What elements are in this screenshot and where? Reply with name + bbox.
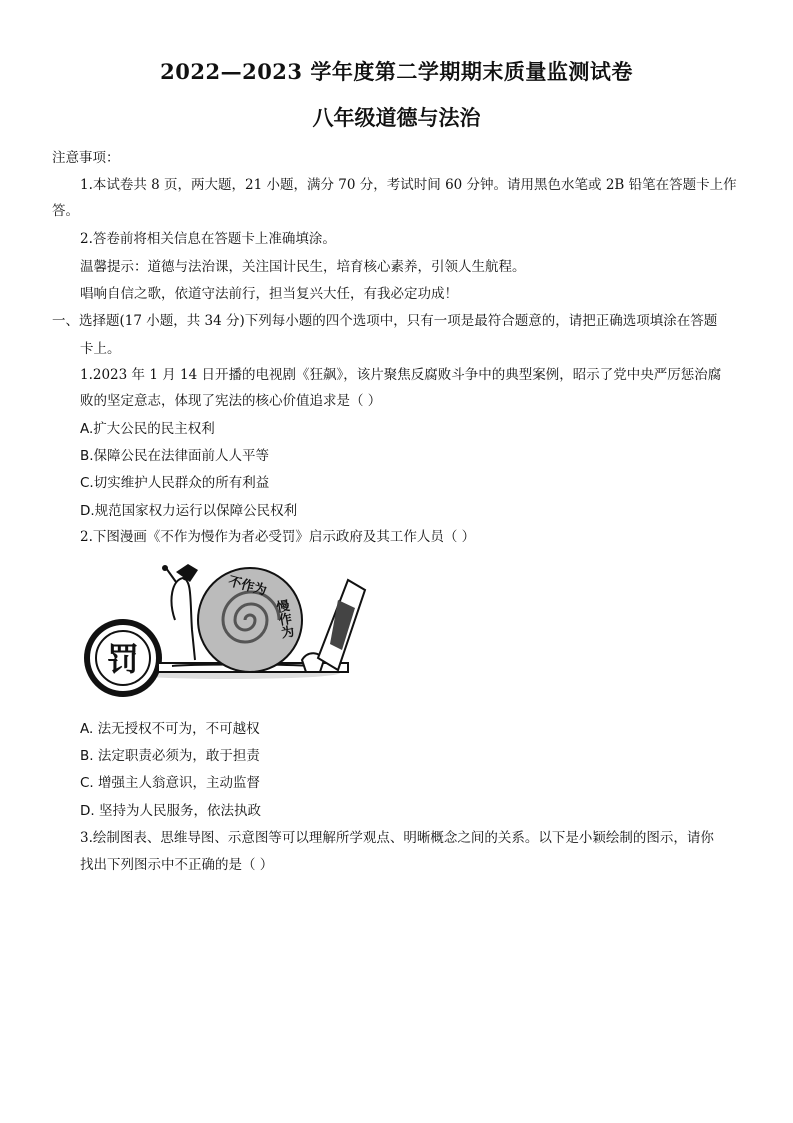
q1-option-d: D.规范国家权力运行以保障公民权利: [80, 503, 298, 519]
q2-option-d: D. 坚持为人民服务，依法执政: [80, 803, 261, 819]
exam-title: 2022—2023 学年度第二学期期末质量监测试卷: [160, 59, 633, 84]
notice-heading: 注意事项：: [52, 150, 120, 166]
notice-item-1-cont: 答。: [52, 203, 79, 219]
q1-stem: 1.2023 年 1 月 14 日开播的电视剧《狂飙》，该片聚焦反腐败斗争中的典型案例，昭示了党中央严厉惩治腐: [80, 367, 722, 383]
q2-option-b: B. 法定职责必须为，敢于担责: [80, 748, 260, 764]
q1-option-c: C.切实维护人民群众的所有利益: [80, 475, 270, 491]
q3-stem-cont: 找出下列图示中不正确的是（ ）: [80, 857, 274, 873]
penalty-sign-text: 罚: [106, 640, 140, 678]
notice-item-2: 2.答卷前将相关信息在答题卡上准确填涂。: [80, 231, 336, 247]
snail-cartoon-illustration: [80, 560, 370, 710]
exam-subtitle: 八年级道德与法治: [312, 105, 481, 130]
q1-stem-cont: 败的坚定意志，体现了宪法的核心价值追求是（ ）: [80, 393, 382, 409]
section-1-heading: 一、选择题(17 小题，共 34 分)下列每小题的四个选项中，只有一项是最符合题意的，请把正确选项填涂在答题: [52, 313, 718, 329]
shell-text-top: 不作为: [226, 574, 269, 599]
notice-slogan: 唱响自信之歌，依道守法前行，担当复兴大任，有我必定功成！: [80, 286, 458, 302]
q3-stem: 3.绘制图表、思维导图、示意图等可以理解所学观点、明晰概念之间的关系。以下是小颖绘制的图示，请你: [80, 830, 714, 846]
notice-tip: 温馨提示：道德与法治课，关注国计民生，培育核心素养，引领人生航程。: [80, 259, 526, 275]
q2-option-a: A. 法无授权不可为，不可越权: [80, 721, 260, 737]
q1-option-a: A.扩大公民的民主权利: [80, 421, 215, 437]
notice-item-1: 1.本试卷共 8 页，两大题，21 小题，满分 70 分，考试时间 60 分钟。请用黑色水笔或 2B 铅笔在答题卡上作: [80, 177, 737, 193]
q1-option-b: B.保障公民在法律面前人人平等: [80, 448, 270, 464]
q2-cartoon: [80, 560, 370, 710]
q2-stem: 2.下图漫画《不作为慢作为者必受罚》启示政府及其工作人员（ ）: [80, 529, 476, 545]
shell-text-side: 慢作为: [272, 598, 295, 640]
q2-option-c: C. 增强主人翁意识，主动监督: [80, 775, 261, 791]
section-1-heading-cont: 卡上。: [80, 341, 121, 357]
